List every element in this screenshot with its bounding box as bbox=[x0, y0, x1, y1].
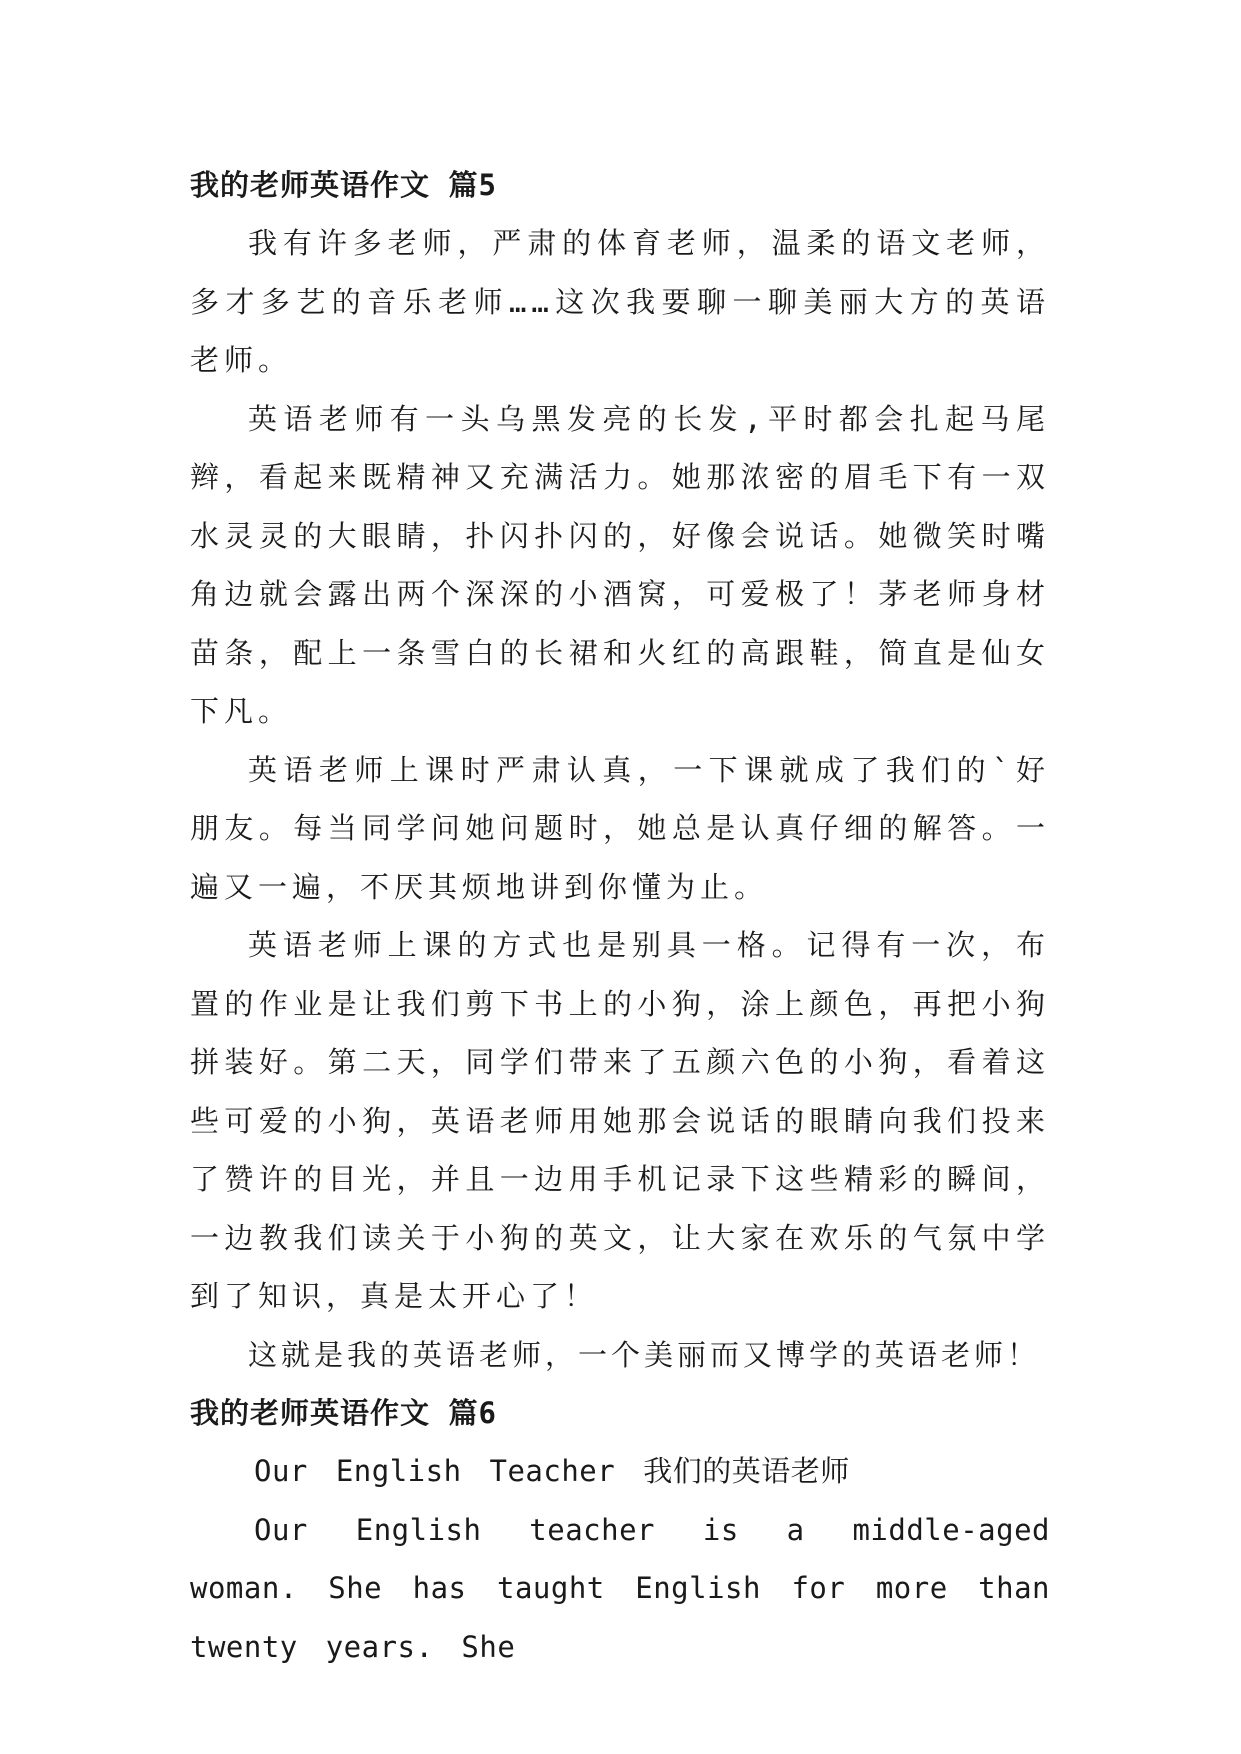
paragraph-english-body: Our English teacher is a middle-aged woman. She has taught English for more than twenty years. She bbox=[190, 1512, 1050, 1664]
paragraph-classroom: 英语老师上课时严肃认真，一下课就成了我们的`好朋友。每当同学问她问题时，她总是认真仔细的解答。一遍又一遍，不厌其烦地讲到你懂为止。 bbox=[190, 752, 1050, 904]
paragraph-english-title: Our English Teacher 我们的英语老师 bbox=[254, 1454, 850, 1488]
paragraph-intro: 我有许多老师，严肃的体育老师，温柔的语文老师，多才多艺的音乐老师……这次我要聊一聊美丽大方的英语老师。 bbox=[190, 226, 1050, 377]
section-heading-5: 我的老师英语作文 篇5 bbox=[190, 168, 497, 202]
paragraph-conclusion: 这就是我的英语老师，一个美丽而又博学的英语老师！ bbox=[248, 1337, 1041, 1372]
document-page bbox=[190, 156, 1050, 1676]
paragraph-teaching-style: 英语老师上课的方式也是别具一格。记得有一次，布置的作业是让我们剪下书上的小狗，涂上颜色，再把小狗拼装好。第二天，同学们带来了五颜六色的小狗，看着这些可爱的小狗，英语老师用她那会说话的眼睛向我们投来了赞许的目光，并且一边用手机记录下这些精彩的瞬间，一边教我们读关于小狗的英文，让大家在欢乐的气氛中学到了知识，真是太开心了！ bbox=[190, 928, 1050, 1313]
section-heading-6: 我的老师英语作文 篇6 bbox=[190, 1396, 497, 1430]
paragraph-appearance: 英语老师有一头乌黑发亮的长发,平时都会扎起马尾辫，看起来既精神又充满活力。她那浓密的眉毛下有一双水灵灵的大眼睛，扑闪扑闪的，好像会说话。她微笑时嘴角边就会露出两个深深的小酒窝，可爱极了！茅老师身材苗条，配上一条雪白的长裙和火红的高跟鞋，简直是仙女下凡。 bbox=[190, 401, 1050, 728]
